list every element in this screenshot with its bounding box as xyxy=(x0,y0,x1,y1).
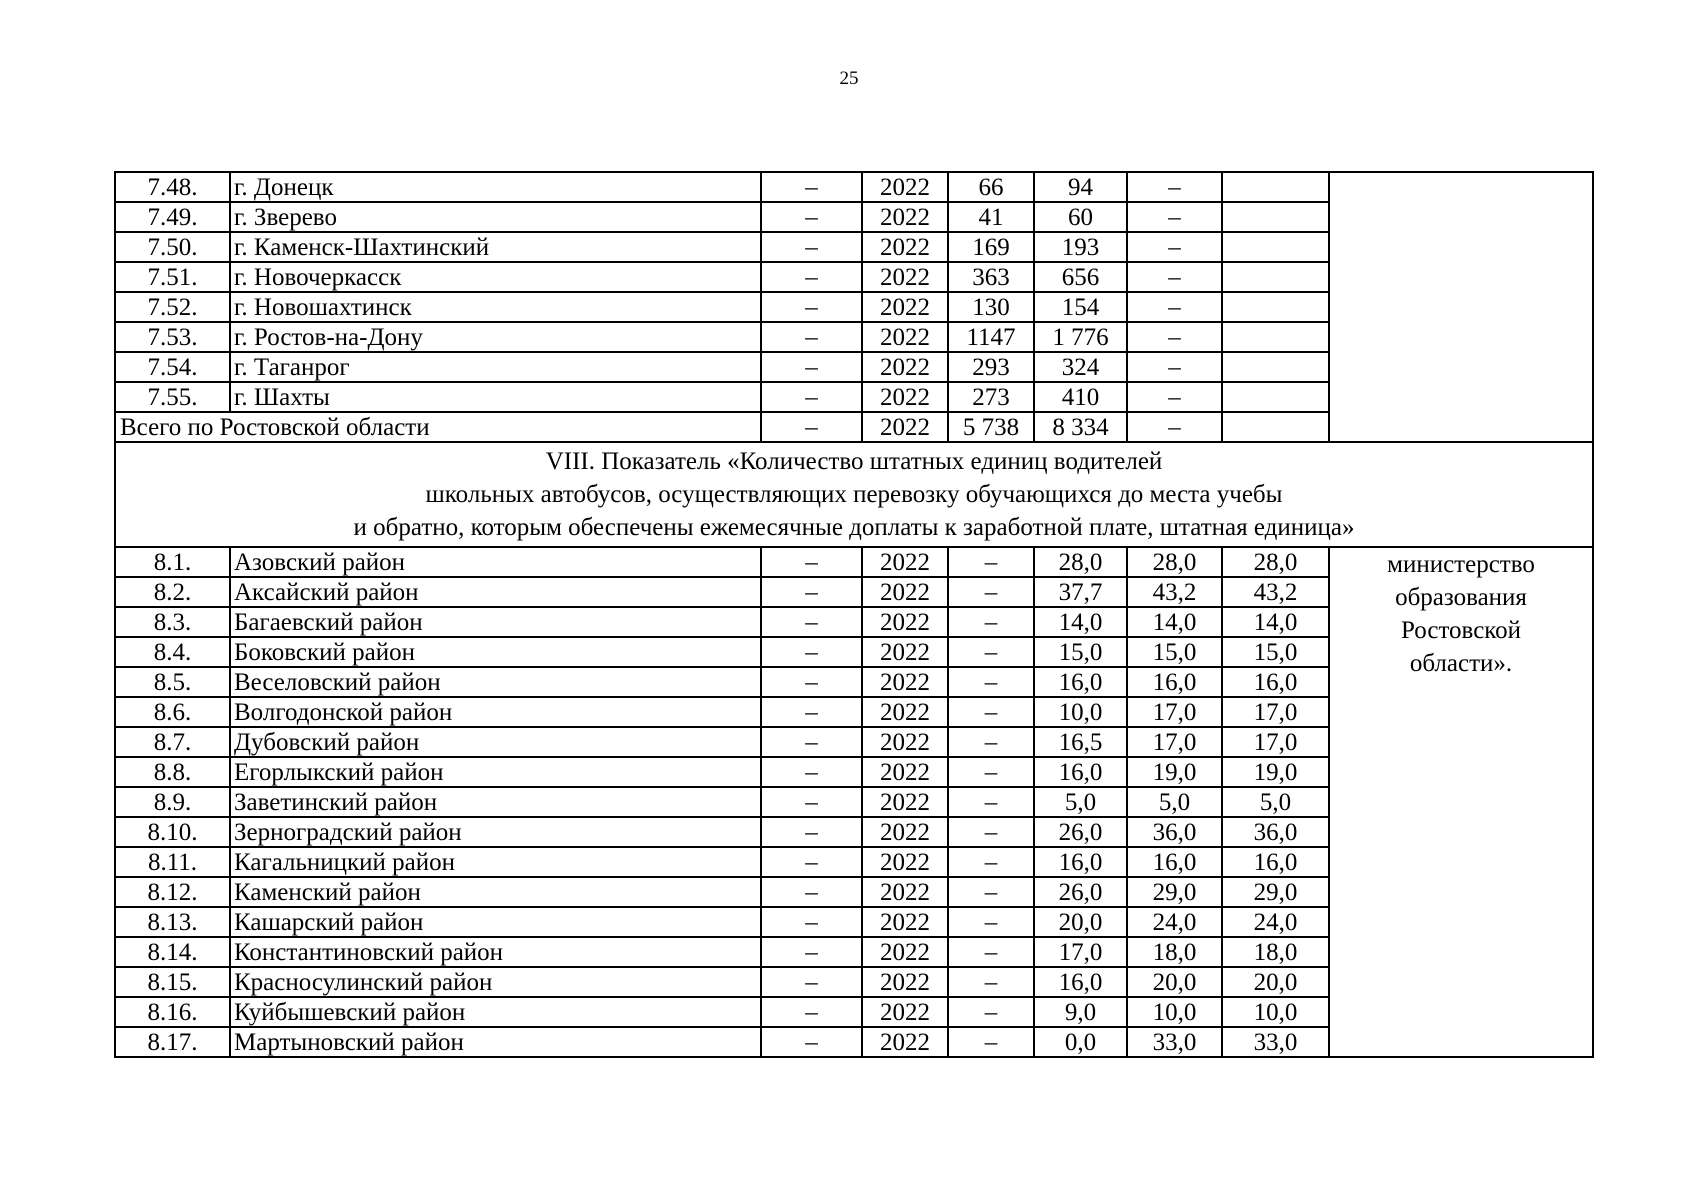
row-number: 8.5. xyxy=(115,667,230,697)
row-value-4: 33,0 xyxy=(1222,1027,1329,1057)
row-value-3: 20,0 xyxy=(1127,967,1222,997)
row-name: г. Шахты xyxy=(230,382,761,412)
row-value-2: 14,0 xyxy=(1034,607,1127,637)
row-name: г. Каменск-Шахтинский xyxy=(230,232,761,262)
row-value-2: 16,0 xyxy=(1034,847,1127,877)
row-value-4: 29,0 xyxy=(1222,877,1329,907)
row-value-3: 14,0 xyxy=(1127,607,1222,637)
row-value-3: 16,0 xyxy=(1127,667,1222,697)
row-dash: – xyxy=(761,202,862,232)
row-name: г. Зверево xyxy=(230,202,761,232)
row-value-1: – xyxy=(948,607,1034,637)
row-name: Кашарский район xyxy=(230,907,761,937)
row-year: 2022 xyxy=(862,727,948,757)
row-name: Егорлыкский район xyxy=(230,757,761,787)
section-title-line: школьных автобусов, осуществляющих перевозку обучающихся до места учебы xyxy=(425,481,1283,508)
row-number: 7.49. xyxy=(115,202,230,232)
row-year: 2022 xyxy=(862,787,948,817)
total-dash: – xyxy=(761,412,862,442)
row-value-4: 19,0 xyxy=(1222,757,1329,787)
row-value-1: 293 xyxy=(948,352,1034,382)
row-year: 2022 xyxy=(862,232,948,262)
row-number: 8.8. xyxy=(115,757,230,787)
row-value-3: 33,0 xyxy=(1127,1027,1222,1057)
section-title xyxy=(115,442,1593,547)
row-value-4 xyxy=(1222,172,1329,202)
row-value-4: 24,0 xyxy=(1222,907,1329,937)
row-dash: – xyxy=(761,967,862,997)
row-number: 8.17. xyxy=(115,1027,230,1057)
row-value-3: – xyxy=(1127,292,1222,322)
row-name: Каменский район xyxy=(230,877,761,907)
row-year: 2022 xyxy=(862,262,948,292)
row-value-3: – xyxy=(1127,232,1222,262)
row-value-2: 94 xyxy=(1034,172,1127,202)
row-value-1: – xyxy=(948,697,1034,727)
row-year: 2022 xyxy=(862,817,948,847)
row-value-2: 16,0 xyxy=(1034,667,1127,697)
row-value-4: 14,0 xyxy=(1222,607,1329,637)
row-year: 2022 xyxy=(862,607,948,637)
row-dash: – xyxy=(761,757,862,787)
row-value-2: 1 776 xyxy=(1034,322,1127,352)
row-value-3: 18,0 xyxy=(1127,937,1222,967)
row-value-2: 16,0 xyxy=(1034,967,1127,997)
row-number: 8.11. xyxy=(115,847,230,877)
row-dash: – xyxy=(761,997,862,1027)
row-value-4 xyxy=(1222,382,1329,412)
total-value-1: 5 738 xyxy=(948,412,1034,442)
row-number: 8.12. xyxy=(115,877,230,907)
responsible-org xyxy=(1329,547,1593,1057)
row-value-3: – xyxy=(1127,172,1222,202)
row-year: 2022 xyxy=(862,382,948,412)
table-row xyxy=(115,172,1593,202)
responsible-org-line: образования xyxy=(1395,584,1527,611)
row-value-3: 19,0 xyxy=(1127,757,1222,787)
row-dash: – xyxy=(761,292,862,322)
row-number: 7.52. xyxy=(115,292,230,322)
row-year: 2022 xyxy=(862,637,948,667)
row-value-1: – xyxy=(948,937,1034,967)
row-year: 2022 xyxy=(862,577,948,607)
row-value-2: 193 xyxy=(1034,232,1127,262)
row-value-3: – xyxy=(1127,382,1222,412)
row-value-2: 16,0 xyxy=(1034,757,1127,787)
row-number: 7.51. xyxy=(115,262,230,292)
row-dash: – xyxy=(761,172,862,202)
row-name: г. Таганрог xyxy=(230,352,761,382)
row-dash: – xyxy=(761,847,862,877)
row-value-2: 60 xyxy=(1034,202,1127,232)
row-value-2: 9,0 xyxy=(1034,997,1127,1027)
row-value-4: 10,0 xyxy=(1222,997,1329,1027)
row-value-1: 363 xyxy=(948,262,1034,292)
row-number: 8.14. xyxy=(115,937,230,967)
row-value-4 xyxy=(1222,352,1329,382)
row-dash: – xyxy=(761,667,862,697)
row-value-3: 36,0 xyxy=(1127,817,1222,847)
row-year: 2022 xyxy=(862,937,948,967)
row-name: Багаевский район xyxy=(230,607,761,637)
row-value-1: – xyxy=(948,727,1034,757)
row-value-1: 41 xyxy=(948,202,1034,232)
row-year: 2022 xyxy=(862,757,948,787)
row-dash: – xyxy=(761,322,862,352)
row-year: 2022 xyxy=(862,847,948,877)
row-value-2: 26,0 xyxy=(1034,877,1127,907)
row-value-3: 10,0 xyxy=(1127,997,1222,1027)
section-header-row xyxy=(115,442,1593,547)
row-year: 2022 xyxy=(862,967,948,997)
row-value-4: 17,0 xyxy=(1222,727,1329,757)
row-number: 8.1. xyxy=(115,547,230,577)
row-number: 7.48. xyxy=(115,172,230,202)
row-value-3: 5,0 xyxy=(1127,787,1222,817)
row-value-1: 1147 xyxy=(948,322,1034,352)
row-dash: – xyxy=(761,607,862,637)
row-name: Красносулинский район xyxy=(230,967,761,997)
row-dash: – xyxy=(761,577,862,607)
row-year: 2022 xyxy=(862,1027,948,1057)
section-title-line: и обратно, которым обеспечены ежемесячные доплаты к заработной плате, штатная единица» xyxy=(353,514,1355,541)
row-value-3: 16,0 xyxy=(1127,847,1222,877)
row-name: Куйбышевский район xyxy=(230,997,761,1027)
row-value-1: – xyxy=(948,577,1034,607)
responsible-org-line: области». xyxy=(1409,650,1513,677)
row-dash: – xyxy=(761,817,862,847)
row-value-2: 410 xyxy=(1034,382,1127,412)
page-number: 25 xyxy=(839,68,859,89)
row-number: 8.10. xyxy=(115,817,230,847)
row-dash: – xyxy=(761,907,862,937)
row-number: 8.15. xyxy=(115,967,230,997)
row-number: 8.2. xyxy=(115,577,230,607)
total-value-4 xyxy=(1222,412,1329,442)
row-value-1: – xyxy=(948,847,1034,877)
row-name: Боковский район xyxy=(230,637,761,667)
row-value-3: 17,0 xyxy=(1127,697,1222,727)
row-value-4: 18,0 xyxy=(1222,937,1329,967)
row-dash: – xyxy=(761,1027,862,1057)
row-name: Веселовский район xyxy=(230,667,761,697)
responsible-org-line: министерство xyxy=(1387,551,1535,578)
row-value-3: 17,0 xyxy=(1127,727,1222,757)
row-value-1: – xyxy=(948,817,1034,847)
row-dash: – xyxy=(761,937,862,967)
row-value-1: 130 xyxy=(948,292,1034,322)
row-value-4: 20,0 xyxy=(1222,967,1329,997)
row-value-1: – xyxy=(948,787,1034,817)
row-value-2: 28,0 xyxy=(1034,547,1127,577)
row-value-1: – xyxy=(948,757,1034,787)
row-number: 8.6. xyxy=(115,697,230,727)
section-title-line: VIII. Показатель «Количество штатных единиц водителей xyxy=(545,448,1163,475)
total-label: Всего по Ростовской области xyxy=(115,412,761,442)
row-year: 2022 xyxy=(862,667,948,697)
row-value-2: 324 xyxy=(1034,352,1127,382)
row-value-1: – xyxy=(948,877,1034,907)
row-value-2: 37,7 xyxy=(1034,577,1127,607)
row-value-2: 656 xyxy=(1034,262,1127,292)
row-value-1: – xyxy=(948,547,1034,577)
row-number: 8.9. xyxy=(115,787,230,817)
row-value-4: 16,0 xyxy=(1222,847,1329,877)
row-value-4 xyxy=(1222,322,1329,352)
row-value-2: 17,0 xyxy=(1034,937,1127,967)
row-name: г. Новошахтинск xyxy=(230,292,761,322)
row-number: 8.3. xyxy=(115,607,230,637)
row-value-2: 16,5 xyxy=(1034,727,1127,757)
indicator-table xyxy=(114,171,1594,1058)
row-dash: – xyxy=(761,727,862,757)
row-dash: – xyxy=(761,232,862,262)
row-value-2: 20,0 xyxy=(1034,907,1127,937)
row-value-4: 5,0 xyxy=(1222,787,1329,817)
row-dash: – xyxy=(761,382,862,412)
total-value-3: – xyxy=(1127,412,1222,442)
row-name: Заветинский район xyxy=(230,787,761,817)
row-name: г. Ростов-на-Дону xyxy=(230,322,761,352)
row-dash: – xyxy=(761,547,862,577)
row-value-3: – xyxy=(1127,262,1222,292)
row-value-1: – xyxy=(948,907,1034,937)
row-value-1: 66 xyxy=(948,172,1034,202)
row-year: 2022 xyxy=(862,547,948,577)
row-value-3: 15,0 xyxy=(1127,637,1222,667)
row-name: Аксайский район xyxy=(230,577,761,607)
row-value-3: – xyxy=(1127,352,1222,382)
row-value-4 xyxy=(1222,202,1329,232)
row-value-1: – xyxy=(948,667,1034,697)
row-year: 2022 xyxy=(862,202,948,232)
row-value-3: – xyxy=(1127,322,1222,352)
responsible-org-line: Ростовской xyxy=(1400,617,1522,644)
row-value-2: 26,0 xyxy=(1034,817,1127,847)
row-number: 7.54. xyxy=(115,352,230,382)
row-value-4: 28,0 xyxy=(1222,547,1329,577)
row-value-1: 273 xyxy=(948,382,1034,412)
row-value-1: – xyxy=(948,1027,1034,1057)
row-dash: – xyxy=(761,697,862,727)
row-value-4: 16,0 xyxy=(1222,667,1329,697)
row-value-1: 169 xyxy=(948,232,1034,262)
row-value-4 xyxy=(1222,232,1329,262)
row-name: Дубовский район xyxy=(230,727,761,757)
row-value-3: – xyxy=(1127,202,1222,232)
total-value-2: 8 334 xyxy=(1034,412,1127,442)
row-number: 8.16. xyxy=(115,997,230,1027)
row-dash: – xyxy=(761,262,862,292)
blank-org-cell xyxy=(1329,172,1593,442)
row-name: Константиновский район xyxy=(230,937,761,967)
row-name: г. Новочеркасск xyxy=(230,262,761,292)
row-value-2: 10,0 xyxy=(1034,697,1127,727)
row-value-1: – xyxy=(948,637,1034,667)
row-number: 8.7. xyxy=(115,727,230,757)
row-number: 8.13. xyxy=(115,907,230,937)
row-value-4: 43,2 xyxy=(1222,577,1329,607)
row-dash: – xyxy=(761,877,862,907)
row-value-4: 17,0 xyxy=(1222,697,1329,727)
row-name: Азовский район xyxy=(230,547,761,577)
row-name: г. Донецк xyxy=(230,172,761,202)
row-dash: – xyxy=(761,637,862,667)
row-name: Волгодонской район xyxy=(230,697,761,727)
row-name: Зерноградский район xyxy=(230,817,761,847)
row-number: 7.50. xyxy=(115,232,230,262)
table-row xyxy=(115,547,1593,577)
total-year: 2022 xyxy=(862,412,948,442)
row-year: 2022 xyxy=(862,877,948,907)
row-value-3: 28,0 xyxy=(1127,547,1222,577)
row-name: Кагальницкий район xyxy=(230,847,761,877)
row-year: 2022 xyxy=(862,997,948,1027)
row-number: 7.55. xyxy=(115,382,230,412)
row-value-4 xyxy=(1222,262,1329,292)
row-value-3: 29,0 xyxy=(1127,877,1222,907)
row-value-4: 36,0 xyxy=(1222,817,1329,847)
row-value-4: 15,0 xyxy=(1222,637,1329,667)
row-value-2: 5,0 xyxy=(1034,787,1127,817)
row-year: 2022 xyxy=(862,352,948,382)
row-dash: – xyxy=(761,352,862,382)
row-value-2: 0,0 xyxy=(1034,1027,1127,1057)
row-value-1: – xyxy=(948,967,1034,997)
row-value-2: 15,0 xyxy=(1034,637,1127,667)
row-value-2: 154 xyxy=(1034,292,1127,322)
row-dash: – xyxy=(761,787,862,817)
row-year: 2022 xyxy=(862,697,948,727)
row-name: Мартыновский район xyxy=(230,1027,761,1057)
row-number: 7.53. xyxy=(115,322,230,352)
row-value-3: 43,2 xyxy=(1127,577,1222,607)
row-value-3: 24,0 xyxy=(1127,907,1222,937)
row-year: 2022 xyxy=(862,322,948,352)
row-value-1: – xyxy=(948,997,1034,1027)
row-year: 2022 xyxy=(862,292,948,322)
row-year: 2022 xyxy=(862,907,948,937)
row-year: 2022 xyxy=(862,172,948,202)
row-number: 8.4. xyxy=(115,637,230,667)
row-value-4 xyxy=(1222,292,1329,322)
